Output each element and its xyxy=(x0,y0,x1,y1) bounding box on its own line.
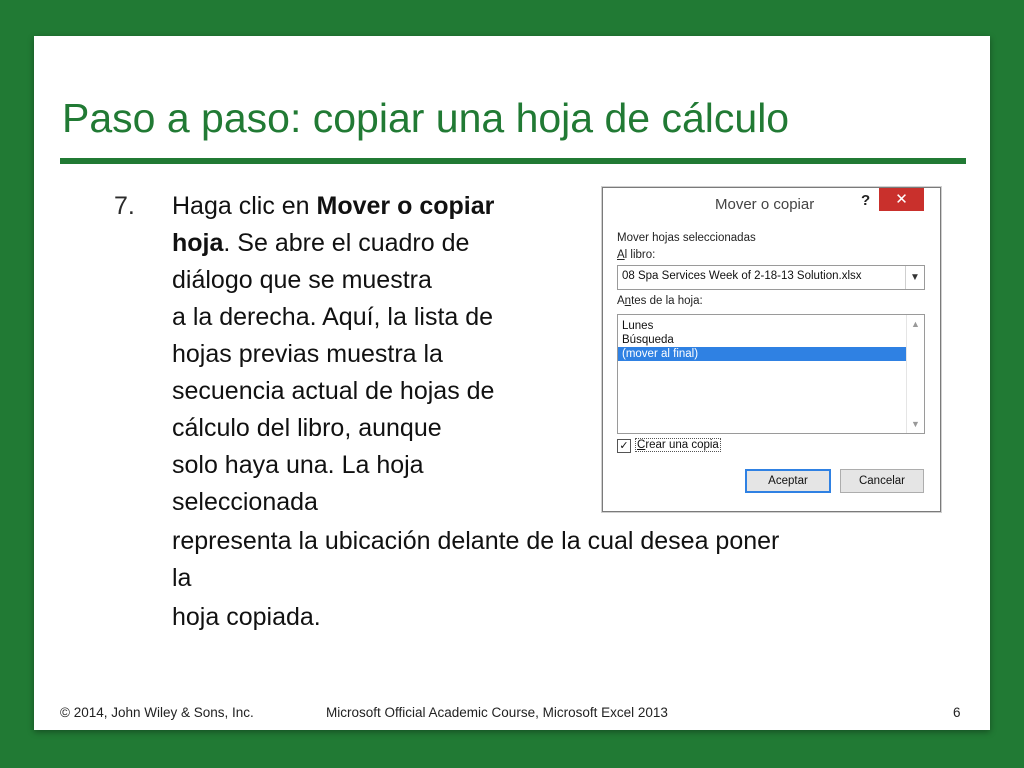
section-label: Mover hojas seleccionadas xyxy=(617,232,756,244)
cancel-button[interactable]: Cancelar xyxy=(840,469,924,493)
before-sheet-label xyxy=(617,295,703,307)
title-divider xyxy=(60,158,966,164)
body-line-9: seleccionada xyxy=(172,488,318,516)
slide-title: Paso a paso: copiar una hoja de cálculo xyxy=(62,95,790,141)
body-line-7: cálculo del libro, aunque xyxy=(172,414,442,442)
body-line-11: la xyxy=(172,564,192,592)
book-label xyxy=(617,249,655,261)
list-scrollbar[interactable] xyxy=(906,315,924,433)
book-select[interactable] xyxy=(617,265,925,290)
body-line-1 xyxy=(172,191,494,221)
footer-course: Microsoft Official Academic Course, Microsoft Excel 2013 xyxy=(326,705,668,720)
body-line-4: a la derecha. Aquí, la lista de xyxy=(172,303,494,331)
list-item[interactable]: Lunes xyxy=(622,320,654,332)
step-number: 7. xyxy=(114,192,135,220)
label-text: rear una copia xyxy=(645,439,719,451)
sheet-list[interactable] xyxy=(617,314,925,434)
create-copy-label[interactable] xyxy=(635,438,721,452)
accelerator: A xyxy=(617,249,625,261)
list-item[interactable]: Búsqueda xyxy=(622,334,674,346)
scroll-up-icon[interactable]: ▲ xyxy=(911,319,920,329)
label-text: A xyxy=(617,295,625,307)
close-icon: ✕ xyxy=(895,191,908,208)
body-line-6: secuencia actual de hojas de xyxy=(172,377,495,405)
slide xyxy=(34,36,990,730)
close-button[interactable] xyxy=(879,188,924,211)
book-select-value: 08 Spa Services Week of 2-18-13 Solution.xlsx xyxy=(622,270,862,282)
body-line-10: representa la ubicación delante de la cual desea poner xyxy=(172,527,780,555)
body-line-3: diálogo que se muestra xyxy=(172,266,432,294)
ok-button[interactable]: Aceptar xyxy=(745,469,831,493)
body-line-12: hoja copiada. xyxy=(172,603,321,631)
list-item-selected[interactable]: (mover al final) xyxy=(618,347,908,361)
checkmark-icon: ✓ xyxy=(619,440,629,452)
scroll-down-icon[interactable]: ▼ xyxy=(911,419,920,429)
accelerator: C xyxy=(637,439,646,451)
bold-command: hoja xyxy=(172,229,224,257)
body-text: . Se abre el cuadro de xyxy=(223,229,470,257)
body-line-2 xyxy=(172,228,469,258)
dialog-titlebar xyxy=(603,188,940,220)
accelerator: n xyxy=(624,295,632,307)
help-button[interactable]: ? xyxy=(861,192,871,209)
chevron-down-icon[interactable]: ▼ xyxy=(905,266,924,289)
create-copy-checkbox[interactable] xyxy=(617,439,631,453)
label-text: l libro: xyxy=(624,249,656,261)
label-text: tes de la hoja: xyxy=(631,295,703,307)
body-line-8: solo haya una. La hoja xyxy=(172,451,424,479)
body-text: Haga clic en xyxy=(172,192,317,220)
dialog-title: Mover o copiar xyxy=(715,196,815,213)
move-copy-dialog xyxy=(602,187,941,512)
bold-command: Mover o copiar xyxy=(316,192,495,220)
body-line-5: hojas previas muestra la xyxy=(172,340,443,368)
page-number: 6 xyxy=(953,705,961,720)
footer-copyright: © 2014, John Wiley & Sons, Inc. xyxy=(60,705,254,720)
